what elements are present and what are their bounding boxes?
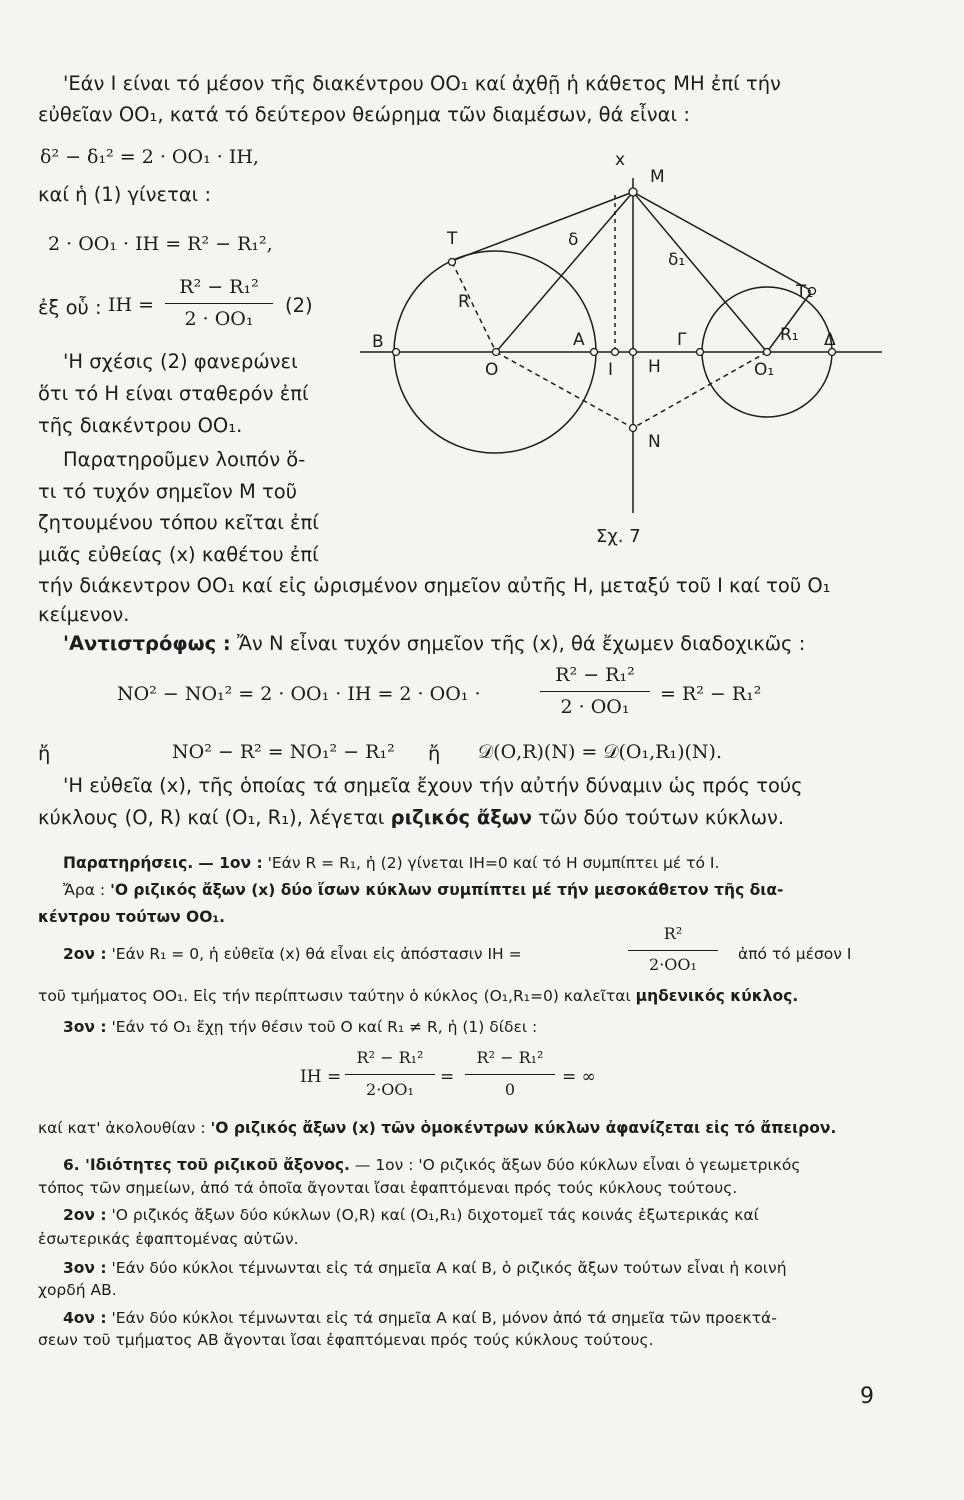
property-1: 6. 'Ιδιότητες τοῦ ριζικοῦ ἄξονος. — 1ον : 'Ο ριζικός ἄξων δύο κύκλων εἶναι ὁ γεωμετρικός xyxy=(63,1156,801,1174)
label-o: O xyxy=(485,360,499,380)
remark-2-num: R² xyxy=(663,924,683,943)
remark-3-bar2 xyxy=(465,1074,555,1075)
remark-2-bar xyxy=(628,950,718,951)
para2-line8: τήν διάκεντρον ΟΟ₁ καί εἰς ὡρισμένον σημεῖον αὐτῆς Η, μεταξύ τοῦ Ι καί τοῦ Ο₁ xyxy=(38,574,831,597)
property-3-line2: χορδή ΑΒ. xyxy=(38,1281,117,1299)
converse-line xyxy=(63,632,805,656)
segment-mo xyxy=(496,192,633,352)
property-4-line2: σεων τοῦ τμήματος ΑΒ ἄγονται ἴσαι ἐφαπτόμεναι πρός τούς κύκλους τούτους. xyxy=(38,1331,654,1349)
remark-3-den1: 2·ΟΟ₁ xyxy=(366,1080,414,1099)
converse-eq-num: R² − R₁² xyxy=(555,664,635,686)
remark-2-after: ἀπό τό μέσον Ι xyxy=(738,945,852,963)
label-a: A xyxy=(573,330,585,350)
remark-3-equals: = xyxy=(440,1067,455,1087)
para2-line1: 'Η σχέσις (2) φανερώνει xyxy=(63,350,298,373)
para2-line7: μιᾶς εὐθείας (x) καθέτου ἐπί xyxy=(38,543,319,566)
eq3-numerator: R² − R₁² xyxy=(179,276,259,298)
property-3: 3ον : 'Εάν δύο κύκλοι τέμνωνται εἰς τά σημεῖα Α καί Β, ὁ ριζικός ἄξων τούτων εἶναι ἡ κοινή xyxy=(63,1259,787,1277)
converse-eq-den: 2 · ΟΟ₁ xyxy=(560,696,630,718)
converse-eq2: ΝΟ² − R² = ΝΟ₁² − R₁² xyxy=(172,741,395,763)
para2-line5: τι τό τυχόν σημεῖον Μ τοῦ xyxy=(38,480,297,503)
label-t1: T₁ xyxy=(796,282,814,302)
term-radical-axis: ριζικός ἄξων xyxy=(390,806,533,829)
para1-line2: εὐθεῖαν ΟΟ₁, κατά τό δεύτερον θεώρημα τῶν διαμέσων, θά εἶναι : xyxy=(38,103,690,126)
label-t: T xyxy=(447,229,458,249)
converse-eq-right: = R² − R₁² xyxy=(660,683,762,705)
or-1: ἤ xyxy=(38,742,51,765)
eq3-tag: (2) xyxy=(285,294,313,317)
segment-mo1 xyxy=(633,192,767,352)
converse-text: Ἄν Ν εἶναι τυχόν σημεῖον τῆς (x), θά ἔχωμεν διαδοχικῶς : xyxy=(236,632,806,655)
para1-line3: καί ἡ (1) γίνεται : xyxy=(38,183,212,206)
label-o1: O₁ xyxy=(754,360,775,380)
remark-2-den: 2·ΟΟ₁ xyxy=(649,955,697,974)
para1-line1: 'Εάν Ι είναι τό μέσον τῆς διακέντρου ΟΟ₁ καί ἀχθῇ ἡ κάθετος ΜΗ ἐπί τήν xyxy=(63,72,781,95)
remark-1: Παρατηρήσεις. — 1ον : 'Εάν R = R₁, ἡ (2) γίνεται ΙΗ=0 καί τό Η συμπίπτει μέ τό Ι. xyxy=(63,854,720,872)
converse-eq-bar xyxy=(540,691,650,692)
converse-eq3: 𝒟(Ο,R)(Ν) = 𝒟(Ο₁,R₁)(Ν). xyxy=(478,741,722,763)
label-r1: R₁ xyxy=(780,325,799,345)
remark-3: 3ον : 'Εάν τό Ο₁ ἔχῃ τήν θέσιν τοῦ Ο καί R₁ ≠ R, ἡ (1) δίδει : xyxy=(63,1018,538,1036)
label-r: R xyxy=(458,292,470,312)
label-n: N xyxy=(648,432,661,452)
remark-3-den2: 0 xyxy=(504,1080,516,1099)
remark-2-line2: τοῦ τμήματος ΟΟ₁. Εἰς τήν περίπτωσιν ταύτην ὁ κύκλος (Ο₁,R₁=0) καλεῖται μηδενικός κύκλος. xyxy=(38,987,799,1005)
remark-1-conclusion: Ἄρα : 'Ο ριζικός ἄξων (x) δύο ἴσων κύκλων συμπίπτει μέ τήν μεσοκάθετον τῆς δια- xyxy=(63,881,784,899)
para2-line3: τῆς διακέντρου ΟΟ₁. xyxy=(38,414,243,437)
equation-delta: δ² − δ₁² = 2 · ΟΟ₁ · ΙΗ, xyxy=(40,146,259,168)
page-number: 9 xyxy=(860,1384,874,1409)
remark-3-num2: R² − R₁² xyxy=(476,1048,544,1067)
remark-3-bar1 xyxy=(345,1074,435,1075)
converse-title: 'Αντιστρόφως : xyxy=(63,632,231,655)
definition-line1: 'Η εὐθεῖα (x), τῆς ὁποίας τά σημεῖα ἔχουν τήν αὐτήν δύναμιν ὡς πρός τούς xyxy=(63,774,803,797)
property-2: 2ον : 'Ο ριζικός ἄξων δύο κύκλων (Ο,R) καί (Ο₁,R₁) διχοτομεῖ τάς κοινάς ἐξωτερικάς καί xyxy=(63,1206,759,1224)
label-x: x xyxy=(615,150,626,170)
label-delta-cap: Δ xyxy=(824,330,836,350)
remark-2: 2ον : 'Εάν R₁ = 0, ἡ εὐθεῖα (x) θά εἶναι εἰς ἀπόστασιν ΙΗ = xyxy=(63,945,522,963)
label-b: B xyxy=(372,332,384,352)
remark-3-conclusion: καί κατ' ἀκολουθίαν : 'Ο ριζικός ἄξων (x) τῶν ὁμοκέντρων κύκλων ἀφανίζεται εἰς τό ἄπειρον. xyxy=(38,1119,837,1137)
eq3-denominator: 2 · ΟΟ₁ xyxy=(184,308,254,330)
eq3-lhs: ΙΗ = xyxy=(108,294,155,316)
property-2-line2: ἐσωτερικάς ἐφαπτομένας αὐτῶν. xyxy=(38,1230,299,1248)
or-2: ἤ xyxy=(428,742,441,765)
para2-line6: ζητουμένου τόπου κεῖται ἐπί xyxy=(38,511,319,534)
equation-ih-product: 2 · ΟΟ₁ · ΙΗ = R² − R₁², xyxy=(48,233,273,255)
property-4: 4ον : 'Εάν δύο κύκλοι τέμνωνται εἰς τά σημεῖα Α καί Β, μόνον ἀπό τά σημεῖα τῶν προεκτά- xyxy=(63,1309,777,1327)
para2-line9: κείμενον. xyxy=(38,603,130,626)
property-1-line2: τόπος τῶν σημείων, ἀπό τά ὁποῖα ἄγονται ἴσαι ἐφαπτόμεναι πρός τούς κύκλους τούτους. xyxy=(38,1179,738,1197)
tangent-mt1 xyxy=(633,192,812,291)
remark-1-conclusion-2: κέντρου τούτων ΟΟ₁. xyxy=(38,908,226,926)
para2-line4: Παρατηροῦμεν λοιπόν ὅ- xyxy=(63,448,306,471)
figure-caption: Σχ. 7 xyxy=(596,526,641,547)
definition-line2: κύκλους (Ο, R) καί (Ο₁, R₁), λέγεται ριζικός ἄξων τῶν δύο τούτων κύκλων. xyxy=(38,806,785,829)
label-m: M xyxy=(650,167,665,187)
label-delta1: δ₁ xyxy=(668,250,686,270)
eq3-prefix: ἐξ οὗ : xyxy=(38,296,102,319)
label-i: I xyxy=(608,360,614,380)
label-delta: δ xyxy=(568,230,579,250)
remark-3-lhs: ΙΗ = xyxy=(300,1067,342,1087)
tangent-mt xyxy=(449,192,633,262)
label-gamma: Γ xyxy=(677,330,687,350)
converse-eq-left: ΝΟ² − ΝΟ₁² = 2 · ΟΟ₁ · ΙΗ = 2 · ΟΟ₁ · xyxy=(117,683,481,705)
remark-3-result: = ∞ xyxy=(562,1067,596,1087)
label-h: H xyxy=(648,357,661,377)
para2-line2: ὅτι τό Η είναι σταθερόν ἐπί xyxy=(38,382,309,405)
remark-3-num1: R² − R₁² xyxy=(356,1048,424,1067)
